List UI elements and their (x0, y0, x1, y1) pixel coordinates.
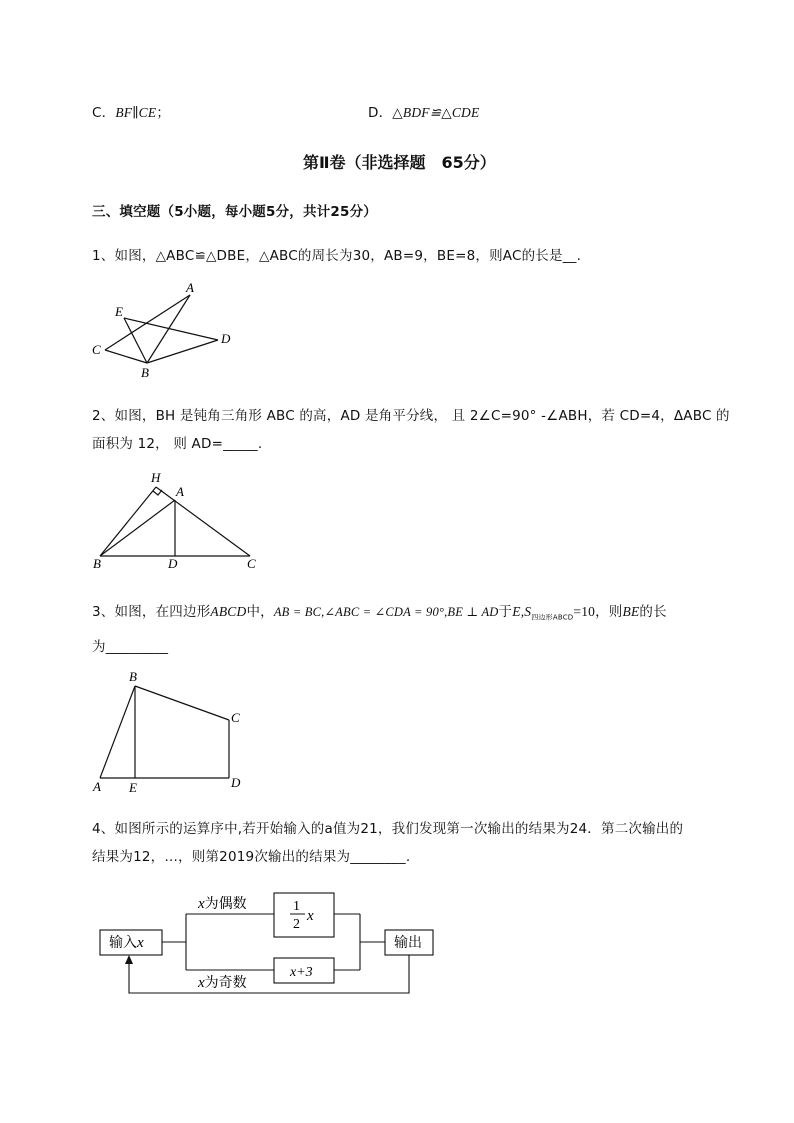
q1-label-c: C (92, 342, 101, 357)
q1-label-a: A (186, 280, 194, 295)
flow-output-label: 输出 (394, 935, 422, 951)
flow-odd-var: x (198, 975, 205, 991)
q3-segment-ab (100, 686, 135, 778)
q3-tail: ，则 (595, 604, 623, 620)
flow-even-label (197, 895, 247, 912)
q1-segment-ab (147, 295, 190, 363)
flow-even-text: 为偶数 (204, 896, 247, 912)
q3-condition: AB = BC,∠ABC = ∠CDA = 90°,BE ⊥ AD (273, 605, 499, 619)
q1-label-d: D (221, 331, 231, 346)
q1-segment-bc (105, 350, 147, 363)
q2-label-d: D (168, 556, 178, 571)
option-d-label: D． (368, 105, 393, 121)
question-3-line-1 (92, 600, 667, 623)
q3-mid2: 于 (498, 604, 513, 620)
q3-be: BE (622, 604, 640, 619)
flow-even-var: x (198, 896, 205, 912)
flow-input-text: 输入 (109, 935, 137, 951)
flow-half-denominator: 2 (293, 917, 300, 932)
flow-half-numerator: 1 (293, 899, 300, 914)
q1-label-b: B (141, 365, 149, 380)
q3-mid: 中， (246, 604, 274, 620)
option-d-math: △BDF≌△CDE (392, 105, 480, 120)
flow-input-var: x (137, 935, 144, 951)
flow-half-var: x (307, 908, 314, 924)
question-1-text: 1、如图，△ABC≌△DBE，△ABC的周长为30，AB=9，BE=8，则AC的长是__. (92, 248, 582, 264)
q3-eq: =10 (573, 604, 596, 619)
q3-label-b: B (129, 669, 137, 684)
option-c (92, 101, 170, 121)
question-2-line-1: 2、如图，BH 是钝角三角形 ABC 的高，AD 是角平分线， 且 2∠C=90° -∠ABH，若 CD=4，ΔABC 的 (92, 408, 730, 424)
q3-label-d: D (231, 775, 241, 790)
q3-subscript: 四边形ABCD (531, 613, 574, 622)
q1-segment-eb (124, 318, 147, 363)
question-3-line-2: 为_________ (92, 639, 169, 655)
section-3-heading: 三、填空题（5小题，每小题5分，共计25分） (92, 204, 377, 220)
option-d (368, 101, 479, 121)
question-2-line-2: 面积为 12， 则 AD=_____. (92, 436, 263, 452)
q2-right-angle-mark (153, 490, 162, 495)
flow-plus3-label: x+3 (290, 965, 313, 980)
q2-label-h: H (151, 470, 161, 485)
q3-label-a: A (93, 779, 101, 794)
q3-point: E,S (512, 604, 532, 619)
q3-segment-bc (135, 686, 229, 720)
q2-label-b: B (93, 556, 101, 571)
q3-quad: ABCD (210, 604, 247, 619)
option-c-math: BF∥CE (115, 105, 157, 120)
q3-prefix: 3、如图，在四边形 (92, 604, 211, 620)
flow-half-box (274, 893, 334, 937)
q1-segment-ed (124, 318, 218, 340)
option-c-label: C． (92, 105, 116, 121)
q2-segment-hc (156, 487, 250, 556)
flow-odd-label (197, 974, 247, 991)
option-c-tail: ； (156, 105, 171, 121)
q3-label-e: E (129, 780, 137, 795)
flow-loop-back (129, 955, 409, 993)
q1-segment-ca (105, 295, 190, 350)
flow-output-box (385, 930, 433, 955)
q3-label-c: C (231, 710, 240, 725)
q1-segment-db (147, 340, 218, 363)
q2-label-a: A (176, 484, 184, 499)
flow-odd-text: 为奇数 (204, 975, 247, 991)
q2-segment-bh (100, 487, 156, 556)
flow-arrow-head (125, 955, 133, 964)
q2-segment-ba (100, 500, 175, 556)
q3-tail2: 的长 (639, 604, 667, 620)
volume-title: 第Ⅱ卷（非选择题 65分） (303, 153, 496, 172)
question-4-line-1: 4、如图所示的运算序中,若开始输入的a值为21，我们发现第一次输出的结果为24．第二次输出的 (92, 821, 684, 837)
flow-input-label (109, 935, 144, 951)
q1-label-e: E (115, 304, 123, 319)
q2-label-c: C (247, 556, 256, 571)
question-4-line-2: 结果为12，…，则第2019次输出的结果为________. (92, 849, 411, 865)
flow-input-box (100, 930, 162, 955)
flow-plus3-box (274, 958, 334, 983)
